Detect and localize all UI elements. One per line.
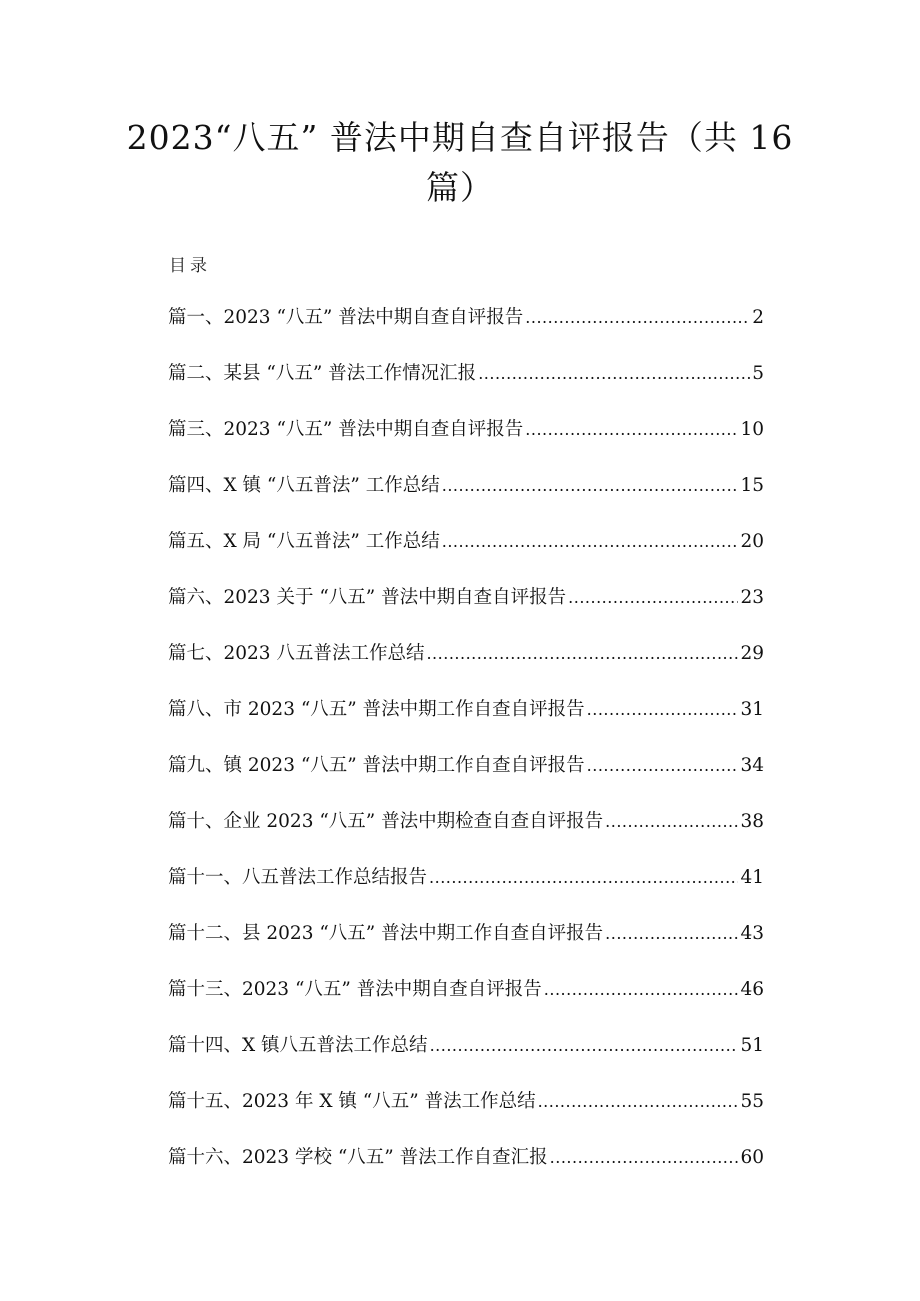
toc-entry-title: 篇十、企业 2023 “八五” 普法中期检查自查自评报告	[168, 811, 604, 832]
toc-entry-title: 篇十二、县 2023 “八五” 普法中期工作自查自评报告	[168, 923, 604, 944]
toc-entry-title: 篇六、2023 关于 “八五” 普法中期自查自评报告	[168, 587, 567, 608]
toc-entry[interactable]	[168, 640, 764, 696]
toc-page-number: 29	[740, 643, 764, 664]
toc-entry[interactable]	[168, 1032, 764, 1088]
toc-page-number: 55	[740, 1091, 764, 1112]
toc-page-number: 41	[740, 867, 764, 888]
toc-dot-leader	[568, 584, 738, 612]
toc-entry-title: 篇四、X 镇 “八五普法” 工作总结	[168, 475, 440, 496]
toc-entry[interactable]	[168, 976, 764, 1032]
toc-page-number: 23	[740, 587, 764, 608]
toc-entry-title: 篇十四、X 镇八五普法工作总结	[168, 1035, 428, 1056]
toc-dot-leader	[587, 696, 739, 724]
toc-dot-leader	[544, 976, 739, 1004]
toc-dot-leader	[605, 808, 738, 836]
toc-entry[interactable]	[168, 584, 764, 640]
document-title-line1: 2023“八五” 普法中期自查自评报告（共 16	[126, 118, 794, 157]
toc-entry-title: 篇八、市 2023 “八五” 普法中期工作自查自评报告	[168, 699, 585, 720]
toc-entry[interactable]	[168, 1088, 764, 1144]
toc-dot-leader	[587, 752, 739, 780]
toc-entry[interactable]	[168, 528, 764, 584]
toc-entry[interactable]	[168, 864, 764, 920]
toc-entry[interactable]	[168, 696, 764, 752]
toc-entry-title: 篇三、2023 “八五” 普法中期自查自评报告	[168, 419, 524, 440]
toc-entry[interactable]	[168, 752, 764, 808]
toc-dot-leader	[426, 640, 738, 668]
toc-page-number: 38	[740, 811, 764, 832]
toc-entry-title: 篇十一、八五普法工作总结报告	[168, 867, 428, 888]
toc-entry[interactable]	[168, 304, 764, 360]
toc-entry[interactable]	[168, 416, 764, 472]
toc-page-number: 43	[740, 923, 764, 944]
toc-entry-title: 篇二、某县 “八五” 普法工作情况汇报	[168, 363, 477, 384]
toc-dot-leader	[429, 864, 738, 892]
toc-entry-title: 篇十五、2023 年 X 镇 “八五” 普法工作总结	[168, 1091, 536, 1112]
toc-page-number: 60	[740, 1147, 764, 1168]
toc-dot-leader	[525, 304, 750, 332]
table-of-contents	[168, 304, 764, 1200]
toc-page-number: 20	[740, 531, 764, 552]
toc-entry-title: 篇十三、2023 “八五” 普法中期自查自评报告	[168, 979, 542, 1000]
toc-page-number: 15	[740, 475, 764, 496]
document-title-line2: 篇）	[426, 168, 494, 207]
toc-entry[interactable]	[168, 360, 764, 416]
toc-heading: 目录	[169, 256, 211, 276]
toc-entry-title: 篇五、X 局 “八五普法” 工作总结	[168, 531, 440, 552]
toc-entry[interactable]	[168, 472, 764, 528]
toc-dot-leader	[605, 920, 738, 948]
toc-entry[interactable]	[168, 920, 764, 976]
toc-page-number: 51	[740, 1035, 764, 1056]
toc-page-number: 10	[740, 419, 764, 440]
toc-dot-leader	[478, 360, 750, 388]
toc-dot-leader	[442, 472, 739, 500]
toc-entry-title: 篇九、镇 2023 “八五” 普法中期工作自查自评报告	[168, 755, 585, 776]
toc-dot-leader	[430, 1032, 739, 1060]
toc-dot-leader	[525, 416, 738, 444]
toc-page-number: 31	[740, 699, 764, 720]
toc-entry[interactable]	[168, 1144, 764, 1200]
toc-dot-leader	[550, 1144, 739, 1172]
toc-dot-leader	[538, 1088, 739, 1116]
toc-page-number: 34	[740, 755, 764, 776]
toc-page-number: 5	[752, 363, 764, 384]
toc-page-number: 46	[740, 979, 764, 1000]
toc-entry-title: 篇十六、2023 学校 “八五” 普法工作自查汇报	[168, 1147, 548, 1168]
toc-entry-title: 篇一、2023 “八五” 普法中期自查自评报告	[168, 307, 524, 328]
toc-page-number: 2	[752, 307, 764, 328]
toc-dot-leader	[442, 528, 739, 556]
toc-entry-title: 篇七、2023 八五普法工作总结	[168, 643, 425, 664]
toc-entry[interactable]	[168, 808, 764, 864]
